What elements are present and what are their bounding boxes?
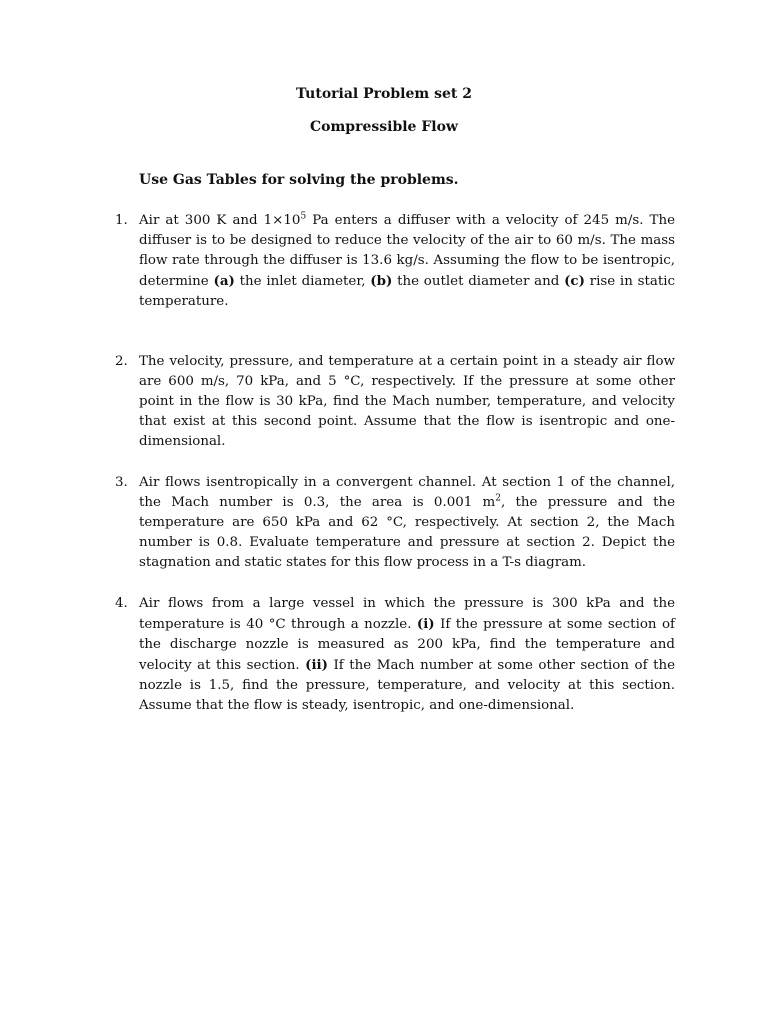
- problem-1: [115, 211, 675, 312]
- problem-4: [115, 594, 675, 716]
- document-subtitle: Compressible Flow: [310, 119, 458, 135]
- problem-number: 4.: [115, 596, 128, 611]
- problem-text: Air flows from a large vessel in which the pressure is 300 kPa and the temperature is 40 °C through a nozzle. (i) If the pressure at some section of the discharge nozzle is measured as 200 kPa, find the temperature and velocity at this section. (ii) If the Mach number at some other section of the nozzle is 1.5, find the pressure, temperature, and velocity at this section. Assume that the flow is steady, isentropic, and one-dimensional.: [139, 596, 676, 713]
- exponent: 2: [495, 493, 501, 504]
- exponent: 5: [300, 211, 307, 222]
- problem-number: 1.: [115, 213, 128, 228]
- problem-text: Air flows isentropically in a convergent channel. At section 1 of the channel, the Mach number is 0.3, the area is 0.001 $m^2$, the pressure and the temperature are 650 kPa and 62 °C, respectively. At section 2, the Mach number is 0.8. Evaluate temperature and pressure at section 2. Depict the stagnation and static states for this flow process in a T-s diagram.: [139, 475, 675, 570]
- problem-text: Air at 300 K and $1\times 10^5$ Pa enters a diffuser with a velocity of 245 m/s. The diffuser is to be designed to reduce the velocity of the air to 60 m/s. The mass flow rate through the diffuser is 13.6 kg/s. Assuming the flow to be isentropic, determine (a) the inlet diameter, (b) the outlet diameter and (c) rise in static temperature.: [139, 211, 675, 309]
- part-label: (b): [370, 273, 393, 289]
- part-label: (i): [416, 616, 435, 632]
- problem-text: The velocity, pressure, and temperature at a certain point in a steady air flow are 600 m/s, 70 kPa, and 5 °C, respectively. If the pressure at some other point in the flow is 30 kPa, find the Mach number, temperature, and velocity that exist at this second point. Assume that the flow is isentropic and one-dimensional.: [139, 354, 675, 449]
- part-label: (a): [213, 273, 235, 289]
- problem-2: [115, 352, 675, 452]
- part-label: (ii): [305, 657, 328, 673]
- document-title: Tutorial Problem set 2: [296, 86, 472, 102]
- problem-number: 3.: [115, 475, 128, 490]
- problem-3: [115, 473, 675, 573]
- problem-number: 2.: [115, 354, 128, 369]
- instruction-text: Use Gas Tables for solving the problems.: [139, 172, 459, 188]
- part-label: (c): [564, 273, 585, 289]
